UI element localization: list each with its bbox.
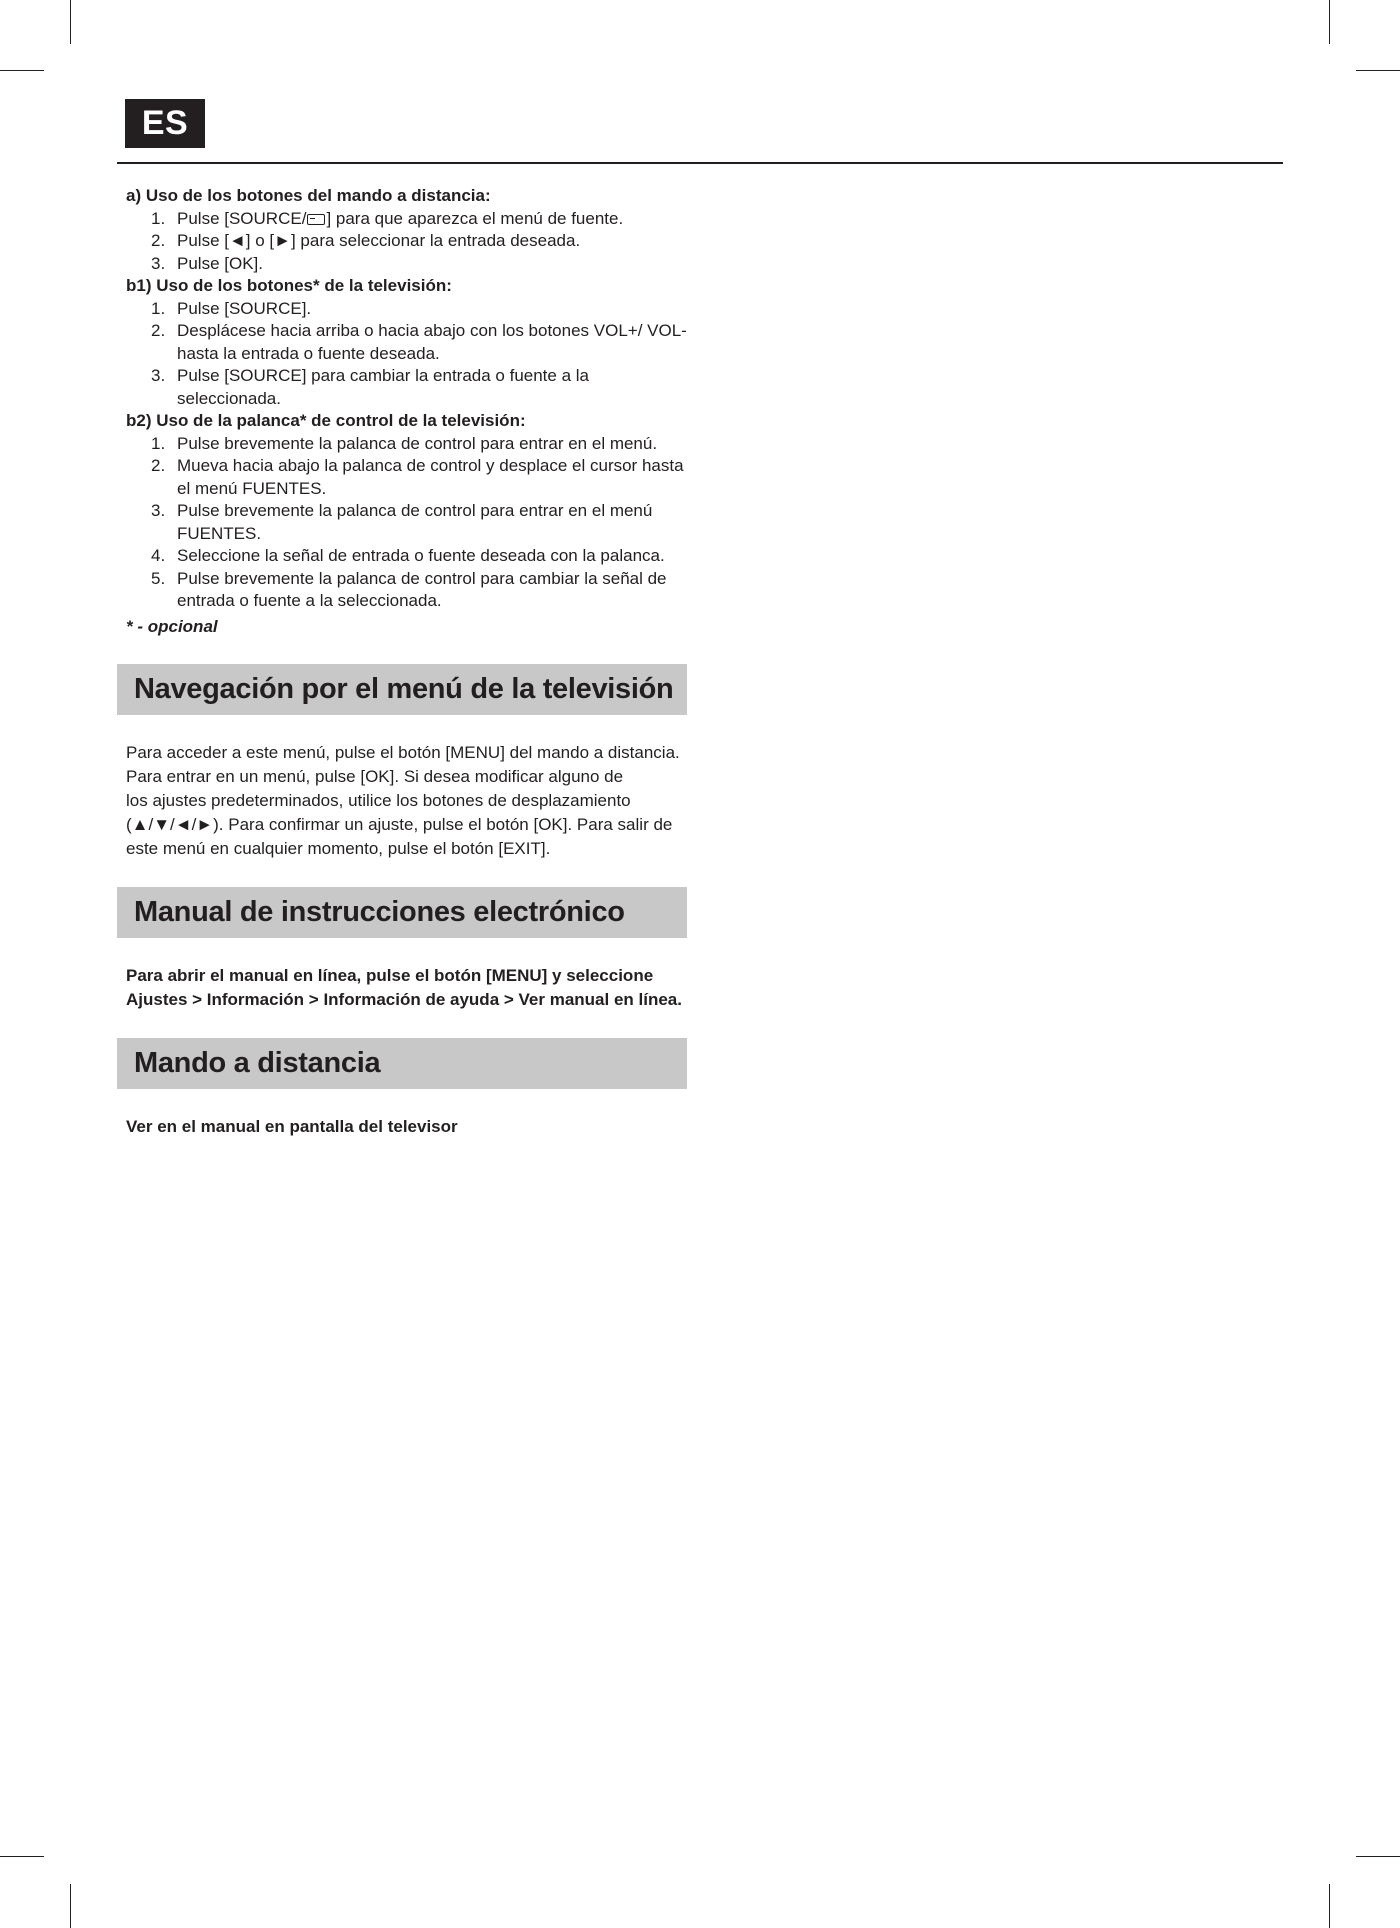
step-number: 1. xyxy=(151,298,166,318)
step-text: Desplácese hacia arriba o hacia abajo con los botones VOL+/ VOL- xyxy=(177,321,687,340)
section-b2-heading: b2) Uso de la palanca* de control de la televisión: xyxy=(126,411,526,430)
step-text: Pulse brevemente la palanca de control para entrar en el menú. xyxy=(177,433,658,453)
step-number: 2. xyxy=(151,231,166,250)
step-text: Pulse [◄] o [►] para seleccionar la entrada deseada. xyxy=(177,231,581,250)
crop-mark xyxy=(1329,0,1330,44)
crop-mark xyxy=(1356,1856,1400,1857)
source-input-icon xyxy=(307,214,325,225)
list-item xyxy=(117,298,687,321)
list-item xyxy=(117,253,687,276)
section-title-band xyxy=(117,664,687,715)
step-number: 3. xyxy=(151,501,166,520)
crop-mark xyxy=(0,1856,44,1857)
list-item xyxy=(117,365,687,410)
manual-section-title: Manual de instrucciones electrónico xyxy=(134,896,625,928)
step-text: hasta la entrada o fuente deseada. xyxy=(177,343,440,363)
paragraph-line: Para entrar en un menú, pulse [OK]. Si desea modificar alguno de xyxy=(126,767,624,786)
step-text: FUENTES. xyxy=(177,523,262,543)
paragraph-line: Para acceder a este menú, pulse el botón [MENU] del mando a distancia. xyxy=(126,743,680,762)
paragraph-line: Ajustes > Información > Información de ayuda > Ver manual en línea. xyxy=(126,990,682,1009)
crop-mark xyxy=(70,0,71,44)
step-text: Pulse [SOURCE] para cambiar la entrada o fuente a la seleccionada. xyxy=(177,366,589,408)
section-b1-heading: b1) Uso de los botones* de la televisión: xyxy=(126,276,452,295)
step-text: ] para que aparezca el menú de fuente. xyxy=(326,208,624,228)
step-text: Mueva hacia abajo la palanca de control y desplace el cursor hasta xyxy=(177,456,684,475)
step-text: entrada o fuente a la seleccionada. xyxy=(177,591,442,610)
paragraph-line: los ajustes predeterminados, utilice los botones de desplazamiento xyxy=(126,791,631,810)
remote-section-title: Mando a distancia xyxy=(134,1047,381,1079)
step-number: 2. xyxy=(151,456,166,475)
manual-section-body xyxy=(117,964,687,1012)
optional-footnote: * - opcional xyxy=(126,616,218,636)
list-item xyxy=(117,500,687,545)
step-number: 5. xyxy=(151,568,166,588)
list-item xyxy=(117,545,687,568)
step-text: Pulse [SOURCE]. xyxy=(177,298,312,318)
paragraph-line: Para abrir el manual en línea, pulse el botón [MENU] y seleccione xyxy=(126,966,654,985)
language-badge: ES xyxy=(125,99,205,148)
paragraph-line: (▲/▼/◄/►). Para confirmar un ajuste, pulse el botón [OK]. Para salir de xyxy=(126,815,673,834)
header-rule xyxy=(117,162,1283,164)
section-a-heading: a) Uso de los botones del mando a distancia: xyxy=(126,186,491,205)
list-item xyxy=(117,230,687,253)
crop-mark xyxy=(1356,70,1400,71)
step-number: 4. xyxy=(151,546,166,565)
remote-section-body xyxy=(117,1115,687,1139)
content-column xyxy=(117,185,687,1139)
step-text: Pulse brevemente la palanca de control para entrar en el menú xyxy=(177,501,653,520)
step-number: 2. xyxy=(151,321,166,340)
step-text: el menú FUENTES. xyxy=(177,478,327,498)
section-b1-steps xyxy=(117,298,687,411)
step-text: Pulse [SOURCE/ xyxy=(177,208,307,228)
list-item xyxy=(117,208,687,231)
section-title-band xyxy=(117,887,687,938)
step-text: Pulse [OK]. xyxy=(177,253,263,273)
step-number: 3. xyxy=(151,366,166,385)
section-b2-steps xyxy=(117,433,687,613)
list-item xyxy=(117,568,687,613)
paragraph-line: Ver en el manual en pantalla del televisor xyxy=(126,1117,458,1136)
step-text: Pulse brevemente la palanca de control para cambiar la señal de xyxy=(177,568,667,588)
step-text: Seleccione la señal de entrada o fuente deseada con la palanca. xyxy=(177,546,665,565)
crop-mark xyxy=(1329,1884,1330,1928)
step-number: 1. xyxy=(151,433,166,453)
list-item xyxy=(117,455,687,500)
nav-section-title: Navegación por el menú de la televisión xyxy=(134,673,674,705)
nav-section-body xyxy=(117,741,687,861)
list-item xyxy=(117,320,687,365)
section-a-steps xyxy=(117,208,687,276)
list-item xyxy=(117,433,687,456)
crop-mark xyxy=(0,70,44,71)
paragraph-line: este menú en cualquier momento, pulse el botón [EXIT]. xyxy=(126,839,551,858)
step-number: 1. xyxy=(151,208,166,228)
step-number: 3. xyxy=(151,253,166,273)
section-title-band xyxy=(117,1038,687,1089)
crop-mark xyxy=(70,1884,71,1928)
